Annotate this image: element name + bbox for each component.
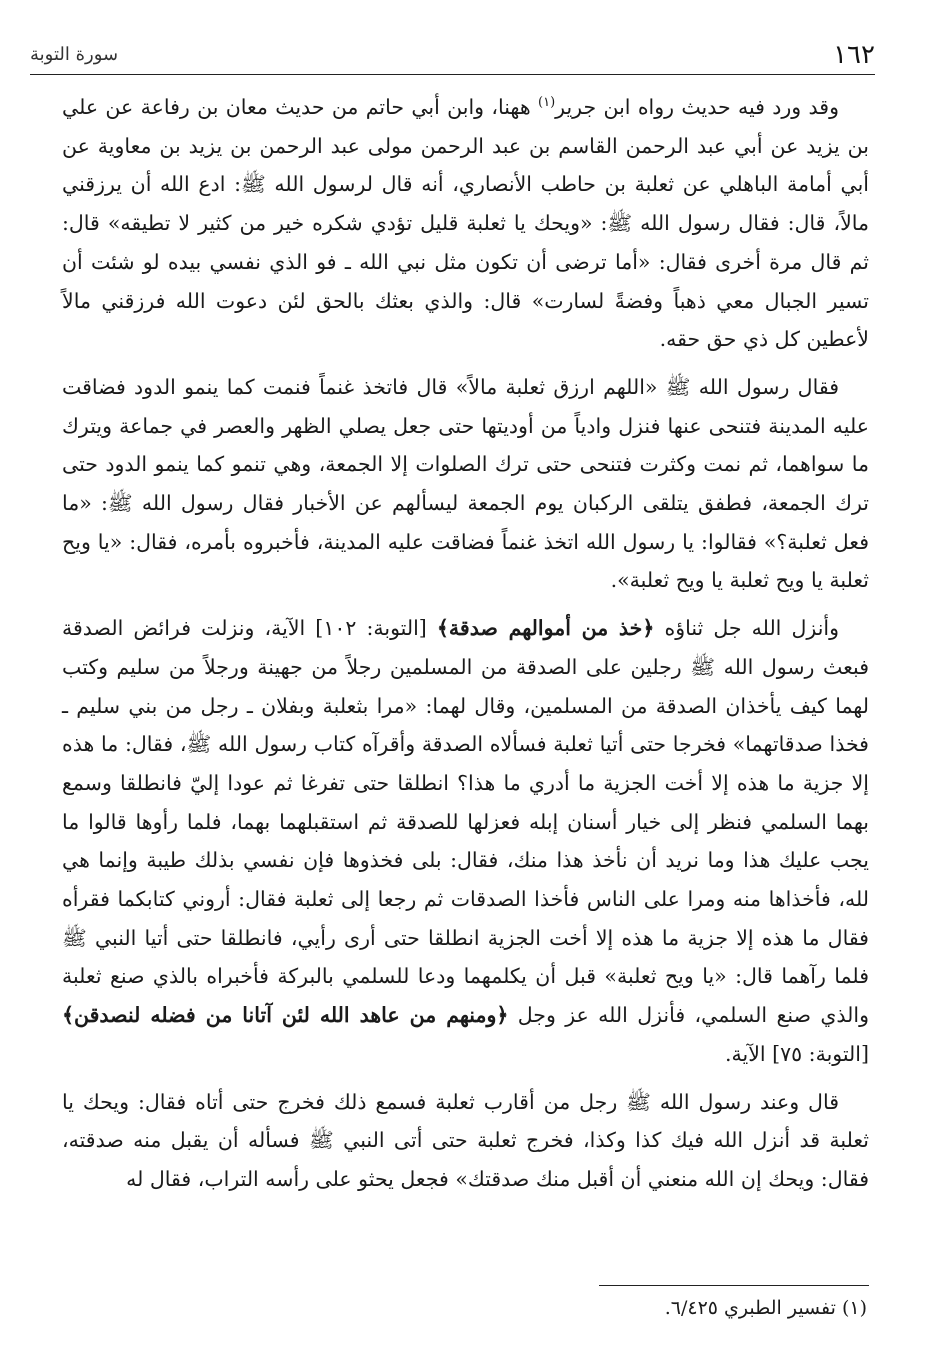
text-segment: وأنزل الله جل ثناؤه bbox=[654, 616, 839, 641]
quran-verse: ﴿خذ من أموالهم صدقة﴾ bbox=[436, 616, 655, 641]
paragraph bbox=[62, 609, 869, 1073]
text-segment: وقد ورد فيه حديث رواه ابن جرير bbox=[555, 95, 839, 119]
paragraph bbox=[62, 1083, 869, 1199]
page-number: ١٦٢ bbox=[833, 40, 875, 70]
text-segment: قال وعند رسول الله ﷺ رجل من أقارب ثعلبة فسمع ذلك فخرج حتى أتاه فقال: ويحك يا ثعلبة قد أنزل الله فيك كذا وكذا، فخرج ثعلبة حتى أتى النبي ﷺ فسأله أن يقبل منه صدقته، فقال: ويحك إن الله منعني أن أقبل منك صدقتك» فجعل يحثو على رأسه التراب، فقال له bbox=[62, 1089, 869, 1191]
footnote-reference: (١) bbox=[538, 95, 556, 111]
paragraph bbox=[62, 368, 869, 600]
paragraph bbox=[62, 88, 869, 359]
text-segment: فقال رسول الله ﷺ «اللهم ارزق ثعلبة مالاً» قال فاتخذ غنماً فنمت كما ينمو الدود فضاقت عليه المدينة فتنحى عنها فنزل وادياً من أوديتها حتى جعل يصلي الظهر والعصر في جماعة ويترك ما سواهما، ثم نمت وكثرت فتنحى حتى ترك الصلوات إلا الجمعة، وهي تنمو كما ينمو الدود حتى ترك الجمعة، فطفق يتلقى الركبان يوم الجمعة ليسألهم عن الأخبار فقال رسول الله ﷺ: «ما فعل ثعلبة؟» فقالوا: يا رسول الله اتخذ غنماً فضاقت عليه المدينة، فأخبروه بأمره، فقال: «يا ويح ثعلبة يا ويح ثعلبة يا ويح ثعلبة». bbox=[62, 374, 869, 593]
text-segment: ههنا، وابن أبي حاتم من حديث معان بن رفاعة عن علي بن يزيد عن أبي عبد الرحمن القاسم بن عبد الرحمن مولى عبد الرحمن بن يزيد بن معاوية عن أبي أمامة الباهلي عن ثعلبة بن حاطب الأنصاري، أنه قال لرسول الله ﷺ: ادع الله أن يرزقني مالاً، قال: فقال رسول الله ﷺ: «ويحك يا ثعلبة قليل تؤدي شكره خير من كثير لا تطيقه» قال: ثم قال مرة أخرى فقال: «أما ترضى أن تكون مثل نبي الله ـ فو الذي نفسي بيده لو شئت أن تسير الجبال معي ذهباً وفضةً لسارت» قال: والذي بعثك بالحق لئن دعوت الله فرزقني مالاً لأعطين كل ذي حق حقه. bbox=[62, 95, 869, 352]
text-segment: [التوبة: ٧٥] الآية. bbox=[725, 1041, 869, 1066]
quran-verse: ﴿ومنهم من عاهد الله لئن آتانا من فضله لنصدقن﴾ bbox=[62, 1003, 509, 1028]
surah-name: سورة التوبة bbox=[30, 44, 119, 65]
text-segment: [التوبة: ١٠٢] الآية، ونزلت فرائض الصدقة فبعث رسول الله ﷺ رجلين على الصدقة من المسلمين رجلاً من جهينة ورجلاً من سليم وكتب لهما كيف يأخذان الصدقة من المسلمين، وقال لهما: «مرا بثعلبة وبفلان ـ رجل من بني سليم ـ فخذا صدقاتهما» فخرجا حتى أتيا ثعلبة فسألاه الصدقة وأقرآه كتاب رسول الله ﷺ، فقال: ما هذه إلا جزية ما هذه إلا أخت الجزية ما أدري ما هذا؟ انطلقا حتى تفرغا ثم عودا إليّ فانطلقا وسمع بهما السلمي فنظر إلى خيار أسنان إبله فعزلها للصدقة ثم استقبلهما بهما، فلما رأوها قالوا ما يجب عليك هذا وما نريد أن نأخذ هذا منك، فقال: بلى فخذوها فإن نفسي بذلك طيبة وإنما هي لله، فأخذاها منه ومرا على الناس فأخذا الصدقات ثم رجعا إلى ثعلبة فقال: أروني كتابكما فقرأه فقال ما هذه إلا جزية ما هذه إلا أخت الجزية انطلقا حتى أرى رأيي، فانطلقا حتى أتيا النبي ﷺ فلما رآهما قال: «يا ويح ثعلبة» قبل أن يكلمهما ودعا للسلمي بالبركة فأخبراه بالذي صنع ثعلبة والذي صنع السلمي، فأنزل الله عز وجل bbox=[62, 616, 869, 1028]
text-body bbox=[62, 88, 869, 1199]
page-header bbox=[30, 38, 875, 75]
footnote-divider bbox=[599, 1285, 869, 1286]
footnote: (١) تفسير الطبري ٦/٤٢٥. bbox=[664, 1297, 867, 1319]
